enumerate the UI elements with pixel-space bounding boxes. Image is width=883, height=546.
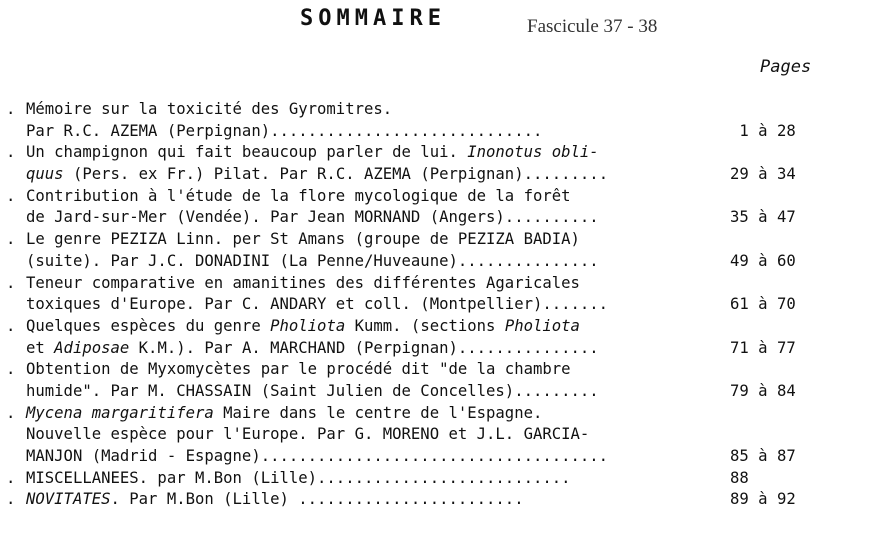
toc-entry [0,142,883,185]
toc-line [0,424,883,446]
page-range: 89 à 92 [730,490,796,509]
page-range: 29 à 34 [730,165,796,184]
page-range: 35 à 47 [730,208,796,227]
italic-taxon: Pholiota [504,316,580,335]
toc-line [0,273,883,295]
entry-text: Mycena margaritifera Maire dans le centre de l'Espagne. [26,403,543,422]
bullet-dot: . [6,490,16,509]
bullet-dot: . [6,403,16,422]
toc-line [0,186,883,208]
page-range: 61 à 70 [730,295,796,314]
bullet-dot: . [6,143,16,162]
toc-line [0,251,883,273]
entry-text: Contribution à l'étude de la flore mycologique de la forêt [26,186,571,205]
toc-line [0,229,883,251]
entry-text: et Adiposae K.M.). Par A. MARCHAND (Perpignan)............... [26,338,599,357]
entry-text: Obtention de Myxomycètes par le procédé dit "de la chambre [26,360,571,379]
page-range: 1 à 28 [730,121,796,140]
bullet-dot: . [6,360,16,379]
page-range: 88 [730,468,749,487]
entry-text: MISCELLANEES. par M.Bon (Lille)........................... [26,468,571,487]
bullet-dot: . [6,230,16,249]
bullet-dot: . [6,186,16,205]
pages-column-header: Pages [760,57,812,77]
toc-line [0,121,883,143]
bullet-dot: . [6,273,16,292]
toc-line [0,359,883,381]
toc-entry [0,316,883,359]
entry-text: Par R.C. AZEMA (Perpignan)............................. [26,121,543,140]
page-range: 79 à 84 [730,381,796,400]
entry-text: Mémoire sur la toxicité des Gyromitres. [26,100,393,118]
toc-line [0,338,883,360]
entry-text: Quelques espèces du genre Pholiota Kumm. (sections Pholiota [26,316,580,335]
toc-line [0,99,883,121]
toc-entry [0,468,883,490]
toc-entry [0,359,883,402]
italic-taxon: quus [26,165,64,184]
bullet-dot: . [6,100,16,118]
entry-text: (suite). Par J.C. DONADINI (La Penne/Huveaune)............... [26,251,599,270]
entry-text: toxiques d'Europe. Par C. ANDARY et coll. (Montpellier)....... [26,295,609,314]
entry-text: Un champignon qui fait beaucoup parler de lui. Inonotus obli- [26,143,599,162]
italic-taxon: Mycena margaritifera [26,403,214,422]
toc-line [0,142,883,164]
page-range: 85 à 87 [730,447,796,465]
toc-entry [0,489,883,511]
bullet-dot: . [6,468,16,487]
toc-line [0,403,883,425]
toc-line [0,294,883,316]
entry-text: Nouvelle espèce pour l'Europe. Par G. MORENO et J.L. GARCIA- [26,425,590,444]
bullet-dot: . [6,316,16,335]
toc-line [0,381,883,403]
toc-entry [0,186,883,229]
toc-line [0,446,883,468]
entry-text: Le genre PEZIZA Linn. per St Amans (groupe de PEZIZA BADIA) [26,230,580,249]
table-of-contents [0,99,883,511]
toc-line [0,207,883,229]
page-range: 49 à 60 [730,251,796,270]
italic-taxon: NOVITATES [26,490,111,509]
entry-text: MANJON (Madrid - Espagne)..................................... [26,447,609,465]
toc-line [0,316,883,338]
fascicule-label: Fascicule 37 - 38 [527,16,658,37]
entry-text: NOVITATES. Par M.Bon (Lille) ........................ [26,490,524,509]
page-title: SOMMAIRE [300,6,446,31]
italic-taxon: Inonotus obli- [467,143,599,162]
toc-entry [0,403,883,468]
toc-entry [0,273,883,316]
entry-text: quus (Pers. ex Fr.) Pilat. Par R.C. AZEMA (Perpignan)......... [26,165,609,184]
entry-text: de Jard-sur-Mer (Vendée). Par Jean MORNAND (Angers).......... [26,208,599,227]
entry-text: humide". Par M. CHASSAIN (Saint Julien de Concelles)......... [26,381,599,400]
toc-line [0,164,883,186]
italic-taxon: Pholiota [270,316,346,335]
toc-entry [0,229,883,272]
page-range: 71 à 77 [730,338,796,357]
italic-taxon: Adiposae [54,338,130,357]
toc-line [0,489,883,511]
toc-line [0,468,883,490]
toc-entry [0,99,883,142]
entry-text: Teneur comparative en amanitines des différentes Agaricales [26,273,580,292]
